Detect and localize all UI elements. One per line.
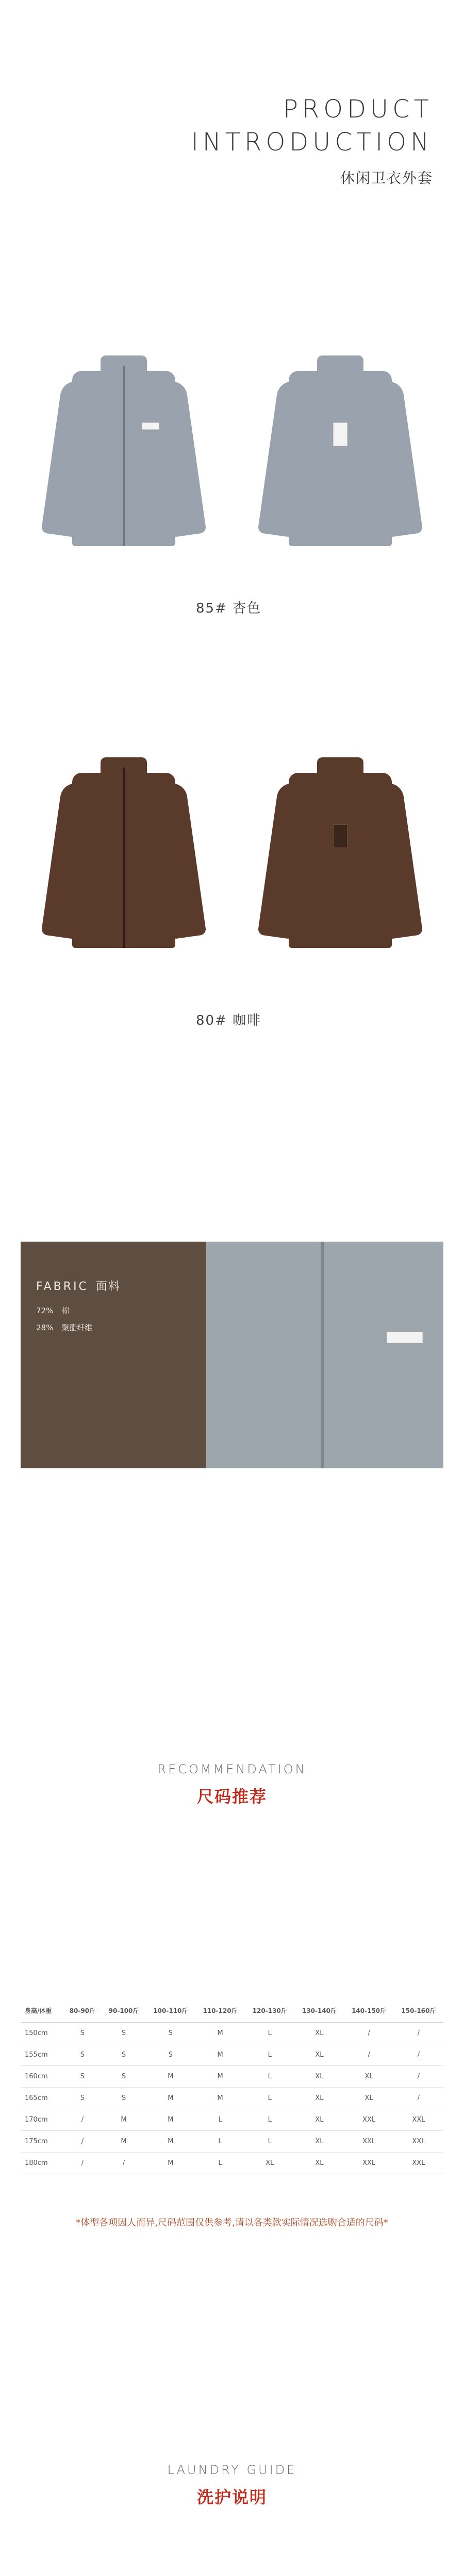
size-height-cell: 150cm <box>21 2023 63 2044</box>
size-cell: M <box>146 2131 195 2153</box>
size-cell: M <box>195 2088 245 2109</box>
size-cell: / <box>63 2153 102 2174</box>
size-cell: L <box>195 2109 245 2131</box>
size-cell: L <box>195 2131 245 2153</box>
size-table-row <box>21 2109 443 2131</box>
size-cell: L <box>245 2131 294 2153</box>
size-table-header <box>21 1999 443 2023</box>
product-photo-brown-back <box>247 732 433 979</box>
size-cell: M <box>146 2109 195 2131</box>
size-cell: S <box>102 2088 145 2109</box>
size-cell: S <box>146 2023 195 2044</box>
header-title-line2: INTRODUCTION <box>191 128 433 157</box>
size-height-cell: 155cm <box>21 2044 63 2066</box>
size-cell: / <box>344 2023 394 2044</box>
size-cell: XL <box>344 2088 394 2109</box>
size-table-row <box>21 2066 443 2088</box>
size-header-cell: 80-90斤 <box>63 1999 102 2023</box>
size-header-cell: 110-120斤 <box>195 1999 245 2023</box>
size-cell: XL <box>294 2023 344 2044</box>
size-height-cell: 180cm <box>21 2153 63 2174</box>
size-cell: S <box>63 2066 102 2088</box>
size-header-cell: 150-160斤 <box>394 1999 443 2023</box>
header-title-line1: PRODUCT <box>283 95 433 124</box>
size-table-row <box>21 2088 443 2109</box>
size-cell: M <box>146 2088 195 2109</box>
size-cell: XL <box>294 2131 344 2153</box>
fabric-pct: 28% <box>36 1323 54 1332</box>
size-cell: M <box>102 2131 145 2153</box>
size-cell: L <box>195 2153 245 2174</box>
size-cell: / <box>102 2153 145 2174</box>
size-cell: XXL <box>394 2153 443 2174</box>
size-cell: XL <box>294 2153 344 2174</box>
laundry-section-title <box>0 2463 464 2508</box>
size-note: *体型各项因人而异,尺码范围仅供参考,请以各类款实际情况选购合适的尺码* <box>76 2217 388 2228</box>
size-cell: / <box>394 2066 443 2088</box>
size-cell: S <box>146 2044 195 2066</box>
size-header-cell: 120-130斤 <box>245 1999 294 2023</box>
color-label-85: 85# 杏色 <box>196 601 262 616</box>
size-cell: L <box>245 2044 294 2066</box>
size-cell: XXL <box>394 2109 443 2131</box>
fabric-title-cn: 面料 <box>95 1280 121 1293</box>
size-cell: L <box>245 2023 294 2044</box>
page-header <box>191 93 433 188</box>
size-cell: M <box>195 2044 245 2066</box>
size-cell: L <box>245 2088 294 2109</box>
recommendation-title-cn: 尺码推荐 <box>196 1787 267 1806</box>
size-cell: L <box>245 2066 294 2088</box>
product-photo-grey-back <box>247 330 433 577</box>
size-cell: XXL <box>344 2109 394 2131</box>
size-table-row <box>21 2044 443 2066</box>
size-cell: / <box>394 2088 443 2109</box>
size-height-cell: 165cm <box>21 2088 63 2109</box>
size-cell: XL <box>294 2066 344 2088</box>
fabric-row <box>36 1322 191 1333</box>
fabric-row <box>36 1305 191 1316</box>
size-cell: L <box>245 2109 294 2131</box>
size-height-cell: 170cm <box>21 2109 63 2131</box>
size-header-cell: 130-140斤 <box>294 1999 344 2023</box>
product-photo-grey-front <box>31 330 217 577</box>
fabric-swatch-photo <box>206 1242 443 1468</box>
size-cell: XL <box>294 2044 344 2066</box>
size-table-row <box>21 2153 443 2174</box>
size-cell: S <box>63 2088 102 2109</box>
size-cell: XXL <box>344 2153 394 2174</box>
product-photo-brown-front <box>31 732 217 979</box>
size-cell: M <box>102 2109 145 2131</box>
size-cell: M <box>195 2023 245 2044</box>
size-table-body <box>21 2023 443 2174</box>
size-cell: / <box>394 2023 443 2044</box>
fabric-title <box>36 1278 191 1294</box>
size-cell: XL <box>344 2066 394 2088</box>
fabric-title-en: FABRIC <box>36 1280 89 1293</box>
size-cell: S <box>102 2044 145 2066</box>
size-header-cell: 身高/体重 <box>21 1999 63 2023</box>
size-cell: XL <box>294 2088 344 2109</box>
size-table <box>21 1999 443 2174</box>
size-header-cell: 140-150斤 <box>344 1999 394 2023</box>
zipper-detail <box>321 1242 324 1468</box>
size-table-row <box>21 2131 443 2153</box>
size-cell: XL <box>294 2109 344 2131</box>
fabric-material: 聚酯纤维 <box>61 1323 93 1332</box>
size-cell: XL <box>245 2153 294 2174</box>
size-cell: / <box>394 2044 443 2066</box>
recommendation-section-title <box>0 1762 464 1807</box>
size-cell: M <box>146 2066 195 2088</box>
fabric-material: 棉 <box>61 1306 70 1315</box>
fabric-pct: 72% <box>36 1306 54 1315</box>
size-cell: / <box>63 2109 102 2131</box>
header-subtitle: 休闲卫衣外套 <box>340 170 433 187</box>
size-cell: S <box>102 2066 145 2088</box>
size-cell: M <box>146 2153 195 2174</box>
size-cell: / <box>63 2131 102 2153</box>
size-cell: XXL <box>344 2131 394 2153</box>
recommendation-title-en: RECOMMENDATION <box>157 1762 307 1776</box>
size-cell: S <box>63 2023 102 2044</box>
laundry-title-en: LAUNDRY GUIDE <box>167 2463 297 2477</box>
size-table-row <box>21 2023 443 2044</box>
fabric-panel <box>21 1242 206 1468</box>
label-tag-detail <box>387 1332 423 1343</box>
size-height-cell: 160cm <box>21 2066 63 2088</box>
size-header-cell: 90-100斤 <box>102 1999 145 2023</box>
size-cell: / <box>344 2044 394 2066</box>
size-cell: M <box>195 2066 245 2088</box>
size-height-cell: 175cm <box>21 2131 63 2153</box>
laundry-title-cn: 洗护说明 <box>196 2487 267 2507</box>
size-cell: XXL <box>394 2131 443 2153</box>
size-header-cell: 100-110斤 <box>146 1999 195 2023</box>
size-cell: S <box>102 2023 145 2044</box>
color-label-80: 80# 咖啡 <box>196 1013 262 1028</box>
size-cell: S <box>63 2044 102 2066</box>
